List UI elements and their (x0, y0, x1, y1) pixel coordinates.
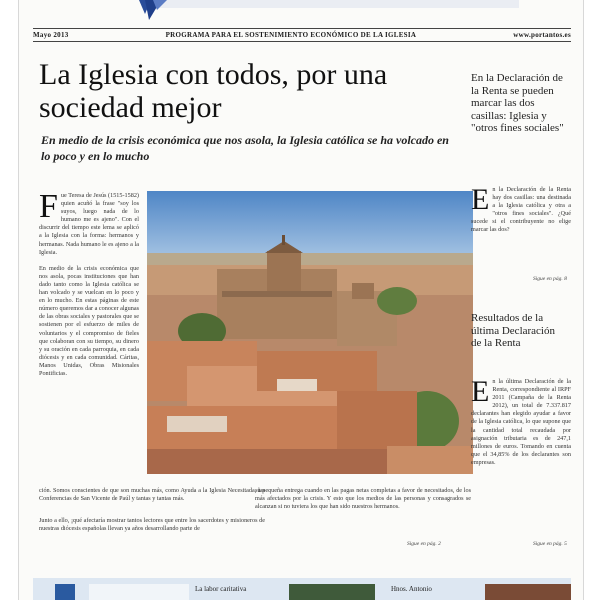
article-continued[interactable]: Sigue en pág. 2 (407, 541, 441, 547)
sidebar-body-2 (471, 378, 571, 528)
footer-thumb-3 (289, 584, 375, 600)
sidebar-text-1: n la Declaración de la Renta hay dos casillas: una destinada a la Iglesia católica y otra a "otros fines sociales". ¿Qué sucede si el contribuyente no elige marcar las dos? (471, 186, 571, 234)
sidebar-dropcap-2: E (471, 378, 490, 408)
article-paragraph-2: En medio de la crisis económica que nos asola, pocas instituciones que han dado tanto como la Iglesia católica se han volcado y se vuelcan en lo poco y en lo mucho. En estas páginas de este número queremos dar a conocer algunas de las obras sociales y pastorales que se sostienen por el esfuerzo de miles de voluntarios y el compromiso de fieles que colaboran con su tiempo, su dinero y su oración en cada parroquia, en cada diócesis y en cada comunidad. Cáritas, Manos Unidas, Obras Misionales Pontificias. (39, 264, 139, 377)
footer-teaser-1[interactable]: La labor caritativa (195, 585, 247, 593)
sidebar-heading-2: Resultados de la última Declaración de la Renta (471, 312, 555, 349)
footer-thumb-2 (89, 584, 189, 600)
issue-date: Mayo 2013 (33, 31, 69, 39)
sidebar-dropcap-1: E (471, 186, 490, 216)
article-paragraph-3: ción. Somos conscientes de que son muchas más, como Ayuda a la Iglesia Necesitada, las Conferencias de San Vicente de Paúl y tantas y tantas más. (39, 487, 265, 503)
article-headline: La Iglesia con todos, por una sociedad mejor (39, 58, 388, 124)
footer-teaser-2[interactable]: Hnos. Antonio (391, 585, 432, 593)
article-bottom-column-1b (39, 517, 265, 553)
article-bottom-column-2 (255, 487, 471, 527)
city-photo (147, 191, 473, 474)
footer-teaser-strip (33, 578, 571, 600)
sidebar-heading-1: En la Declaración de la Renta se pueden marcar las dos casillas: Iglesia y "otros fines sociales" (471, 72, 564, 134)
footer-thumb-1 (55, 584, 75, 600)
article-paragraph-1: ue Teresa de Jesús (1515-1582) quien acuñó la frase "soy los suyos, luego nada de lo humano me es ajeno". Con el discurrir del tiempo este lema se aplicó a la Iglesia con la forma: hermanos y hermanas. Nada humano le es ajeno a la Iglesia. (39, 192, 139, 256)
info-bar (33, 28, 571, 42)
masthead (19, 0, 584, 26)
article-paragraph-5: su pequeña entrega cuando en las pagas netas completas a favor de necesitados, de los más afectados por la crisis. Y esto que los medios de las personas y consagrados se alcanzan si no tuviera los que han sido nuestros hermanos. (255, 487, 471, 511)
logo-icon (121, 0, 181, 22)
article-column-1 (39, 192, 139, 477)
newspaper-page (18, 0, 584, 600)
sidebar-continued-2[interactable]: Sigue en pág. 5 (533, 541, 567, 547)
article-paragraph-4: Junto a ello, ¡qué afectaría mostrar tantos lectores que entre los sacerdotes y misioneros de nuestras diócesis españolas llevan ya años desarrollando parte de (39, 517, 265, 533)
sidebar-text-2: n la última Declaración de la Renta, correspondiente al IRPF 2011 (Campaña de la Renta 2012), un total de 7.337.817 declarantes han elegido ayudar a favor de la Iglesia católica, lo que supone que la cantidad total recaudada por asignación tributaria es de 247,1 millones de euros. Tomando en cuenta que el 34,85% de los declarantes son empresas. (471, 378, 571, 466)
program-name: PROGRAMA PARA EL SOSTENIMIENTO ECONÓMICO DE LA IGLESIA (165, 31, 417, 39)
website-url[interactable]: www.portantos.es (513, 31, 571, 39)
sidebar-continued-1[interactable]: Sigue en pág. 8 (533, 276, 567, 282)
dropcap: F (39, 192, 58, 225)
masthead-band (159, 0, 519, 8)
article-subhead: En medio de la crisis económica que nos asola, la Iglesia católica se ha volcado en lo poco y en lo mucho (41, 133, 449, 163)
footer-thumb-4 (485, 584, 571, 600)
article-bottom-column-1 (39, 487, 265, 517)
sidebar-body-1 (471, 186, 571, 256)
